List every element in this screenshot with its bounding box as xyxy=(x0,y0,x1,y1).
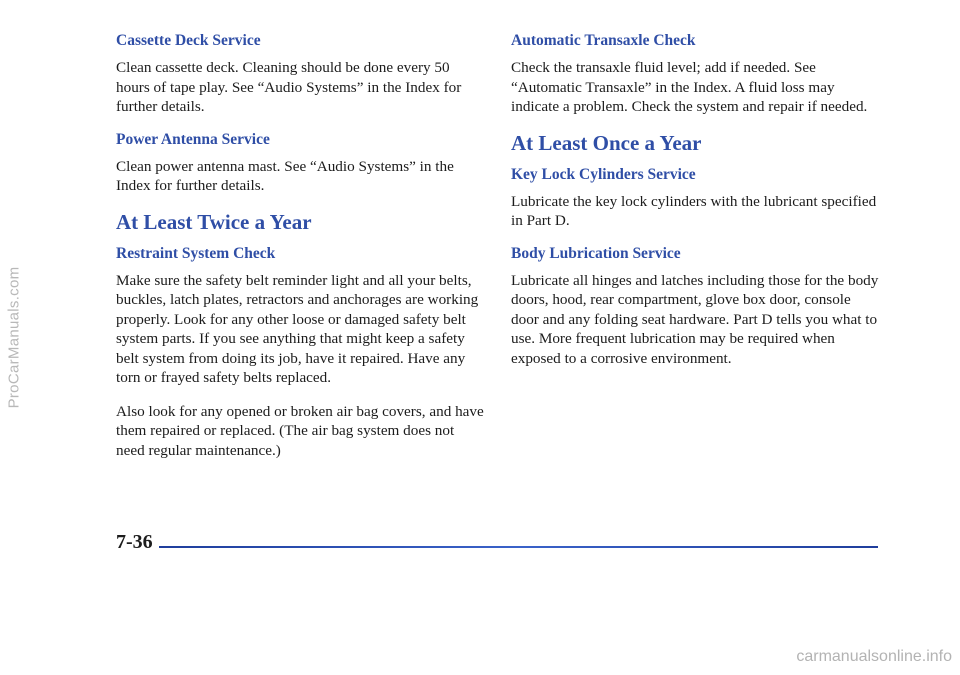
bottom-watermark: carmanualsonline.info xyxy=(796,648,952,665)
cassette-deck-text: Clean cassette deck. Cleaning should be done every 50 hours of tape play. See “Audio Systems” in the Index for further details. xyxy=(116,59,462,115)
right-column xyxy=(511,32,881,382)
transaxle-heading: Automatic Transaxle Check xyxy=(511,32,696,49)
side-watermark xyxy=(2,0,26,675)
restraint-system-text: Make sure the safety belt reminder light and all your belts, buckles, latch plates, retractors and anchorages are working properly. Look for any other loose or damaged safety belt system parts. If you see anything that might keep a safety belt system from doing its job, have it repaired. Have any torn or frayed safety belts replaced. xyxy=(116,271,479,386)
restraint-system-heading: Restraint System Check xyxy=(116,244,276,262)
body-lubrication-text: Lubricate all hinges and latches including those for the body doors, hood, rear compartment, glove box door, console door and any folding seat hardware. Part D tells you what to use. More frequent lubrication may be required when exposed to a corrosive environment. xyxy=(511,271,879,367)
power-antenna-heading: Power Antenna Service xyxy=(116,130,270,148)
page-number: 7-36 xyxy=(116,530,153,553)
body-lubrication-heading: Body Lubrication Service xyxy=(511,244,681,262)
transaxle-text: Check the transaxle fluid level; add if needed. See “Automatic Transaxle” in the Index. A fluid loss may indicate a problem. Check the system and repair if needed. xyxy=(511,59,868,115)
page-footer xyxy=(116,527,878,557)
footer-rule xyxy=(159,546,878,548)
side-watermark-text: ProCarManuals.com xyxy=(5,266,23,409)
twice-a-year-heading: At Least Twice a Year xyxy=(116,209,312,234)
air-bag-text: Also look for any opened or broken air bag covers, and have them repaired or replaced. (The air bag system does not need regular maintenance.) xyxy=(116,402,484,459)
once-a-year-heading: At Least Once a Year xyxy=(511,130,702,155)
power-antenna-text: Clean power antenna mast. See “Audio Systems” in the Index for further details. xyxy=(116,157,454,194)
key-lock-text: Lubricate the key lock cylinders with the lubricant specified in Part D. xyxy=(511,192,877,229)
key-lock-heading: Key Lock Cylinders Service xyxy=(511,165,696,183)
cassette-deck-heading: Cassette Deck Service xyxy=(116,32,261,49)
left-column xyxy=(116,32,486,474)
